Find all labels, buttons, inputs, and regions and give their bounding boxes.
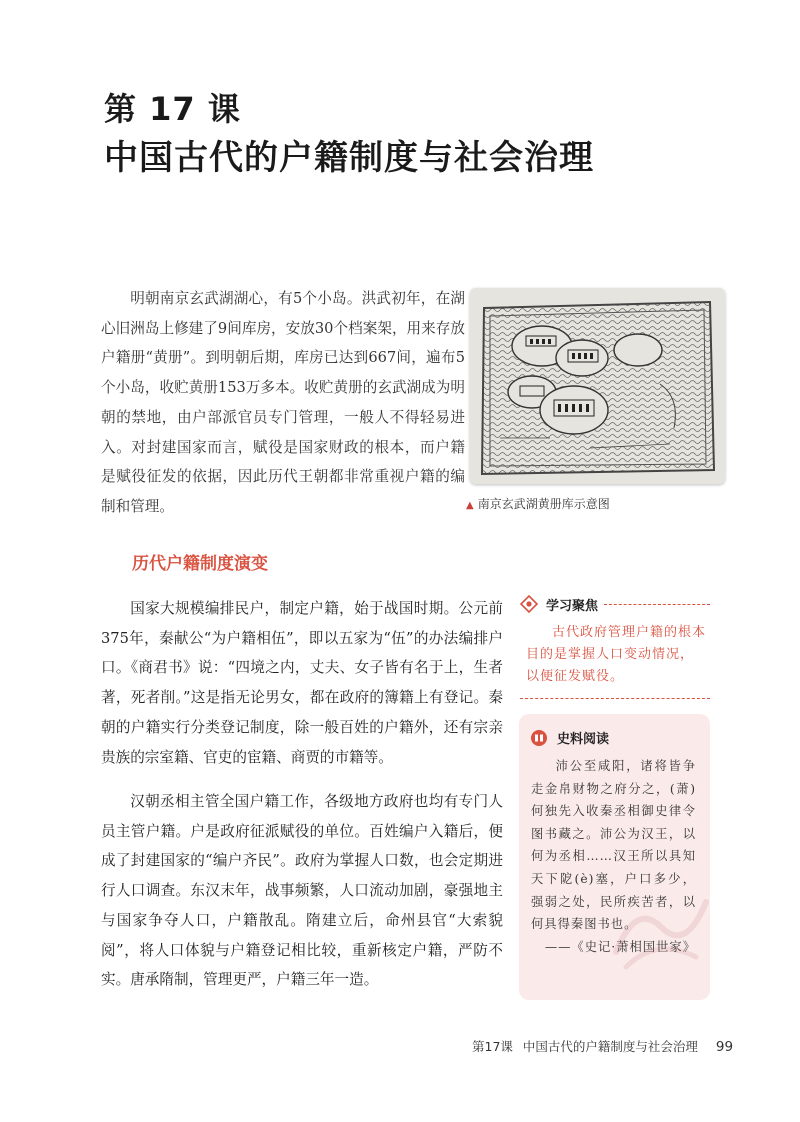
book-icon [531, 730, 547, 746]
study-focus-box [520, 594, 710, 699]
focus-bottom-divider [520, 698, 710, 699]
lesson-number: 第 17 课 [104, 90, 241, 128]
focus-divider [604, 604, 710, 605]
footer-lesson: 第17课 [472, 1039, 513, 1054]
body-paragraph: 国家大规模编排民户，制定户籍，始于战国时期。公元前375年，秦献公“为户籍相伍”，即以五家为“伍”的办法编排户口。《商君书》说：“四境之内，丈夫、女子皆有名于上，生者著，死者削。”这是指无论男女，都在政府的簿籍上有登记。秦朝的户籍实行分类登记制度，除一般百姓的户籍外，还有宗亲贵族的宗室籍、官吏的宦籍、商贾的市籍等。 [101, 600, 503, 766]
page-number: 99 [715, 1039, 734, 1055]
page-footer [472, 1037, 733, 1055]
focus-label: 学习聚焦 [546, 598, 599, 614]
section-heading: 历代户籍制度演变 [132, 554, 268, 574]
source-text: 沛公至咸阳，诸将皆争走金帛财物之府分之，(萧)何独先入收秦丞相御史律令图书藏之。沛公为汉王，以何为丞相……汉王所以具知天下阸(è)塞，户口多少，强弱之处，民所疾苦者，以何具得秦图书也。 [531, 759, 696, 932]
footer-title: 中国古代的户籍制度与社会治理 [522, 1039, 698, 1054]
triangle-marker-icon: ▲ [466, 500, 474, 511]
lesson-title: 中国古代的户籍制度与社会治理 [104, 138, 594, 178]
watermark-icon [606, 882, 716, 972]
xuanwu-lake-map-image [470, 288, 725, 484]
body-paragraph: 汉朝丞相主管全国户籍工作，各级地方政府也均有专门人员主管户籍。户是政府征派赋役的单位。百姓编户入籍后，便成了封建国家的“编户齐民”。政府为掌握人口数，也会定期进行人口调查。东汉末年，战事频繁，人口流动加剧，豪强地主与国家争夺人口，户籍散乱。隋建立后，命州县官“大索貌阅”，将人口体貌与户籍登记相比较，重新核定户籍，严防不实。唐承隋制，管理更严，户籍三年一造。 [101, 793, 503, 989]
source-reading-box [519, 714, 710, 1000]
focus-target-icon [520, 595, 538, 613]
focus-text: 古代政府管理户籍的根本目的是掌握人口变动情况，以便征发赋役。 [526, 625, 707, 684]
source-attribution: ——《史记·萧相国世家》 [544, 939, 696, 954]
intro-paragraph: 明朝南京玄武湖湖心，有5个小岛。洪武初年，在湖心旧洲岛上修建了9间库房，安放30个档案架，用来存放户籍册“黄册”。到明朝后期，库房已达到667间，遍布5个小岛，收贮黄册153万多本。收贮黄册的玄武湖成为明朝的禁地，由户部派官员专门管理，一般人不得轻易进入。对封建国家而言，赋役是国家财政的根本，而户籍是赋役征发的依据，因此历代王朝都非常重视户籍的编制和管理。 [101, 290, 465, 515]
source-label: 史料阅读 [557, 732, 610, 747]
figure-caption: ▲ 南京玄武湖黄册库示意图 [466, 497, 610, 511]
